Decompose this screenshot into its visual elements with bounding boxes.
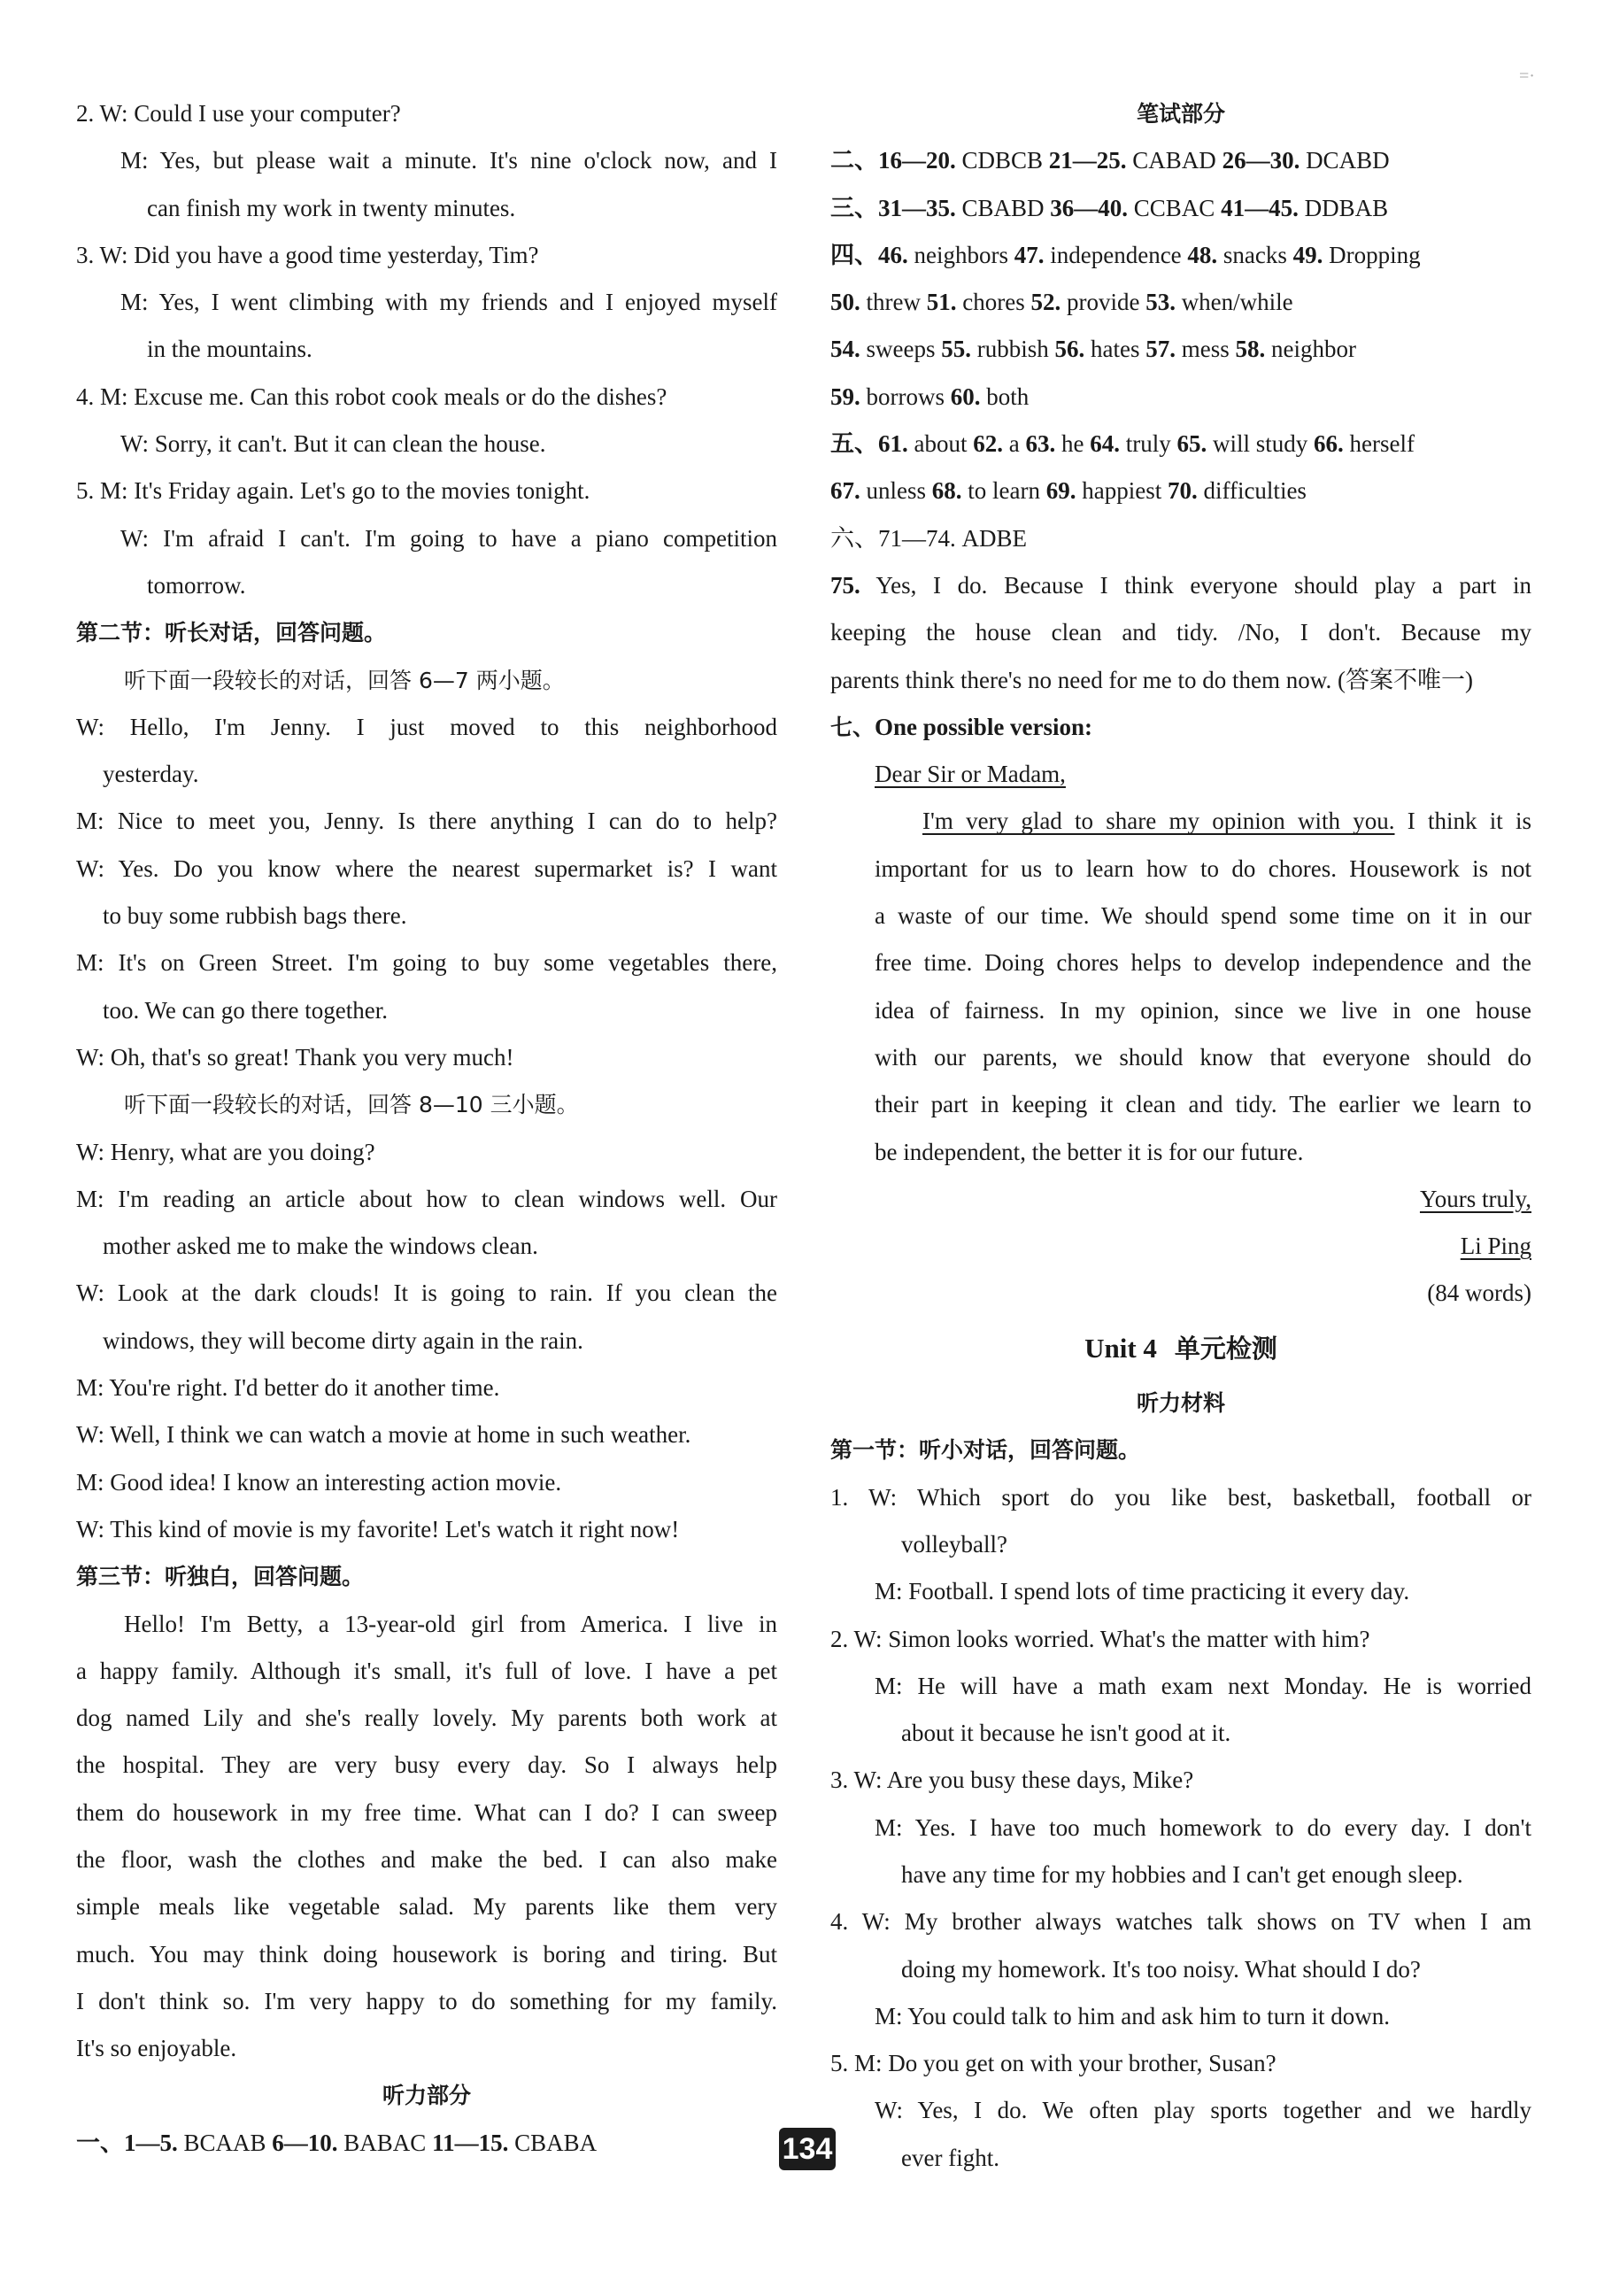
- answer-num: 58.: [1235, 336, 1266, 363]
- text-line: yesterday.: [103, 761, 199, 788]
- text-line: 2. W: Simon looks worried. What's the matter with him?: [830, 1625, 1370, 1652]
- text-line: W: Well, I think we can watch a movie at home in such weather.: [76, 1421, 691, 1449]
- text-line: keeping the house clean and tidy. /No, I don't. Because my: [830, 619, 1531, 646]
- text-line: tomorrow.: [147, 571, 246, 599]
- answer-num: 70.: [1167, 477, 1198, 505]
- answer-text: herself: [1343, 430, 1415, 458]
- answer-line: 六、71—74. ADBE: [830, 524, 1027, 552]
- answer-text: to learn: [961, 477, 1046, 505]
- letter-closing: [830, 1176, 1531, 1223]
- text-line: M: Football. I spend lots of time practicing it every day.: [875, 1578, 1410, 1605]
- text-line: parents think there's no need for me to do them now. (答案不唯一): [830, 666, 1473, 693]
- answer-text: when/while: [1175, 289, 1293, 316]
- text-line: M: Nice to meet you, Jenny. Is there anything I can do to help?: [76, 808, 777, 835]
- section-title: 听力材料: [1136, 1390, 1225, 1417]
- answer-num: 26—30.: [1222, 147, 1300, 174]
- answer-text: threw: [860, 289, 927, 316]
- section-heading: One possible version:: [875, 713, 1093, 740]
- text-line: in the mountains.: [147, 336, 312, 363]
- answer-text: CBABA: [508, 2129, 598, 2156]
- text-line: 5. M: It's Friday again. Let's go to the movies tonight.: [76, 477, 590, 505]
- page-number: 134: [779, 2128, 836, 2170]
- section-title: 听力部分: [382, 2083, 471, 2109]
- left-column: [76, 90, 777, 2167]
- answer-num: 6—10.: [272, 2129, 338, 2156]
- answer-text: truly: [1119, 430, 1177, 458]
- text-line: simple meals like vegetable salad. My parents like them very: [76, 1893, 777, 1921]
- answer-line: [830, 468, 1531, 514]
- instruction-line: 听下面一段较长的对话，回答 6—7 两小题。: [124, 667, 565, 693]
- text-line: W: Oh, that's so great! Thank you very much!: [76, 1043, 514, 1071]
- answer-line: [830, 326, 1531, 373]
- text-line: W: Hello, I'm Jenny. I just moved to this neighborhood: [76, 713, 777, 740]
- text-line: M: Yes. I have too much homework to do every day. I don't: [875, 1813, 1531, 1841]
- answer-text: Yes, I do. Because I think everyone should play a part in: [860, 571, 1531, 599]
- answer-text: unless: [860, 477, 932, 505]
- text-line: W: Yes. Do you know where the nearest supermarket is? I want: [76, 854, 777, 882]
- letter-line: important for us to learn how to do chores. Housework is not: [875, 854, 1531, 882]
- answer-num: 57.: [1145, 336, 1176, 363]
- text-line: 3. W: Did you have a good time yesterday, Tim?: [76, 241, 539, 268]
- text-line: 3. W: Are you busy these days, Mike?: [830, 1766, 1194, 1794]
- answer-text: CDBCB: [955, 147, 1049, 174]
- answer-text: CABAD: [1126, 147, 1222, 174]
- answer-num: 53.: [1145, 289, 1176, 316]
- section-heading: 第三节：听独白，回答问题。: [76, 1564, 365, 1590]
- text-line: windows, they will become dirty again in the rain.: [103, 1326, 583, 1354]
- letter-line: free time. Doing chores helps to develop independence and the: [875, 949, 1531, 977]
- text-line: too. We can go there together.: [103, 996, 388, 1024]
- answer-num: 60.: [950, 383, 981, 410]
- answer-num: 一、1—5.: [76, 2129, 178, 2156]
- unit-label: 单元检测: [1174, 1333, 1277, 1364]
- answer-text: both: [980, 383, 1030, 410]
- answer-num: 36—40.: [1050, 194, 1129, 221]
- answer-text: CCBAC: [1128, 194, 1222, 221]
- text-line: M: Yes, but please wait a minute. It's nine o'clock now, and I: [120, 147, 777, 174]
- answer-text: borrows: [860, 383, 951, 410]
- answer-line: [830, 279, 1531, 326]
- letter-line: idea of fairness. In my opinion, since we live in one house: [875, 996, 1531, 1024]
- text-line: dog named Lily and she's really lovely. My parents both work at: [76, 1705, 777, 1732]
- instruction-line: 听下面一段较长的对话，回答 8—10 三小题。: [124, 1092, 579, 1118]
- answer-text: will study: [1207, 430, 1314, 458]
- text-line: ever fight.: [901, 2144, 999, 2171]
- answer-num: 50.: [830, 289, 860, 316]
- answer-num: 62.: [973, 430, 1003, 458]
- text-line: mother asked me to make the windows clean.: [103, 1233, 538, 1260]
- underlined-text: Dear Sir or Madam,: [875, 761, 1066, 788]
- text-line: W: Look at the dark clouds! It is going to rain. If you clean the: [76, 1279, 777, 1307]
- text-line: M: It's on Green Street. I'm going to buy some vegetables there,: [76, 949, 777, 977]
- answer-num: 75.: [830, 571, 860, 599]
- text-line: 4. M: Excuse me. Can this robot cook meals or do the dishes?: [76, 383, 667, 410]
- answer-num: 64.: [1090, 430, 1120, 458]
- text-line: M: Good idea! I know an interesting action movie.: [76, 1468, 562, 1496]
- answer-num: 二、16—20.: [830, 147, 956, 174]
- answer-text: hates: [1084, 336, 1146, 363]
- answer-num: 55.: [941, 336, 971, 363]
- unit-number: Unit 4: [1084, 1332, 1157, 1364]
- text-line: It's so enjoyable.: [76, 2035, 237, 2062]
- text-line: M: I'm reading an article about how to clean windows well. Our: [76, 1185, 777, 1212]
- answer-text: DCABD: [1300, 147, 1390, 174]
- answer-text: neighbors: [907, 241, 1014, 268]
- answer-text: happiest: [1076, 477, 1168, 505]
- answer-text: snacks: [1217, 241, 1293, 268]
- answer-text: rubbish: [970, 336, 1055, 363]
- text-line: M: Yes, I went climbing with my friends and I enjoyed myself: [120, 289, 777, 316]
- section-title: 笔试部分: [1136, 101, 1225, 127]
- letter-signature: [830, 1223, 1531, 1270]
- answer-num: 41—45.: [1221, 194, 1299, 221]
- text-line: M: He will have a math exam next Monday. He is worried: [875, 1672, 1531, 1699]
- text-line: W: I'm afraid I can't. I'm going to have a piano competition: [120, 524, 777, 552]
- text-line: W: Sorry, it can't. But it can clean the house.: [120, 430, 546, 458]
- answer-num: 11—15.: [432, 2129, 509, 2156]
- answer-text: he: [1055, 430, 1091, 458]
- answer-num: 56.: [1054, 336, 1085, 363]
- underlined-text: Li Ping: [1460, 1233, 1531, 1260]
- text-line: to buy some rubbish bags there.: [103, 902, 407, 930]
- underlined-text: I'm very glad to share my opinion with you.: [922, 808, 1395, 835]
- answer-line: [830, 562, 1531, 609]
- text-line: Hello! I'm Betty, a 13-year-old girl from America. I live in: [124, 1610, 777, 1637]
- text-line: I don't think so. I'm very happy to do something for my family.: [76, 1987, 777, 2014]
- text-line: can finish my work in twenty minutes.: [147, 194, 516, 221]
- answer-num: 67.: [830, 477, 860, 505]
- text-line: much. You may think doing housework is boring and tiring. But: [76, 1940, 777, 1967]
- text-line: [830, 704, 1531, 751]
- answer-text: Dropping: [1323, 241, 1421, 268]
- right-column: [830, 90, 1531, 2182]
- text-line: W: Yes, I do. We often play sports together and we hardly: [875, 2097, 1531, 2124]
- letter-line: a waste of our time. We should spend some time on it in our: [875, 902, 1531, 930]
- text-line: a happy family. Although it's small, it's full of love. I have a pet: [76, 1657, 777, 1684]
- text-line: volleyball?: [901, 1530, 1007, 1558]
- word-count: (84 words): [1427, 1279, 1531, 1307]
- text-line: M: You're right. I'd better do it another time.: [76, 1374, 500, 1402]
- answer-num: 51.: [926, 289, 957, 316]
- answer-num: 四、46.: [830, 241, 908, 268]
- answer-num: 69.: [1045, 477, 1076, 505]
- letter-line: with our parents, we should know that everyone should do: [875, 1043, 1531, 1071]
- answer-text: DDBAB: [1298, 194, 1389, 221]
- text-line: the hospital. They are very busy every day. So I always help: [76, 1751, 777, 1779]
- answer-line: [830, 374, 1531, 421]
- answer-text: BABAC: [337, 2129, 433, 2156]
- answer-text: BCAAB: [177, 2129, 273, 2156]
- unit-title: [830, 1325, 1531, 1372]
- answer-num: 68.: [931, 477, 962, 505]
- answer-line: [830, 137, 1531, 184]
- text-line: W: This kind of movie is my favorite! Let's watch it right now!: [76, 1515, 680, 1542]
- text-line: about it because he isn't good at it.: [901, 1720, 1231, 1747]
- letter-line: be independent, the better it is for our future.: [875, 1138, 1304, 1165]
- answer-num: 21—25.: [1048, 147, 1127, 174]
- answer-text: a: [1003, 430, 1026, 458]
- answer-num: 66.: [1313, 430, 1344, 458]
- answer-text: sweeps: [860, 336, 942, 363]
- answer-num: 48.: [1187, 241, 1218, 268]
- answer-num: 49.: [1292, 241, 1323, 268]
- answer-num: 五、61.: [830, 430, 908, 458]
- answer-num: 52.: [1030, 289, 1061, 316]
- answer-num: 63.: [1025, 430, 1056, 458]
- answer-line: [830, 185, 1531, 232]
- answer-num: 47.: [1014, 241, 1045, 268]
- letter-salutation: [830, 751, 1531, 798]
- text-line: M: You could talk to him and ask him to turn it down.: [875, 2002, 1391, 2029]
- answer-text: mess: [1175, 336, 1236, 363]
- answer-line: [830, 232, 1531, 279]
- answer-text: neighbor: [1265, 336, 1356, 363]
- answer-text: independence: [1044, 241, 1188, 268]
- section-label: 七、: [830, 714, 875, 740]
- text-line: W: Henry, what are you doing?: [76, 1138, 375, 1165]
- answer-num: 59.: [830, 383, 860, 410]
- answer-num: 54.: [830, 336, 860, 363]
- answer-text: provide: [1061, 289, 1146, 316]
- answer-line: [830, 421, 1531, 468]
- corner-mark: =·: [1519, 66, 1535, 86]
- text-line: have any time for my hobbies and I can't get enough sleep.: [901, 1860, 1463, 1888]
- section-heading: 第一节：听小对话，回答问题。: [830, 1437, 1141, 1464]
- answer-text: difficulties: [1197, 477, 1307, 505]
- text-line: 5. M: Do you get on with your brother, Susan?: [830, 2050, 1276, 2077]
- letter-line: [830, 798, 1531, 845]
- underlined-text: Yours truly,: [1419, 1185, 1531, 1212]
- answer-text: chores: [956, 289, 1031, 316]
- answer-num: 65.: [1176, 430, 1207, 458]
- section-heading: 第二节：听长对话，回答问题。: [76, 620, 387, 646]
- answer-text: about: [907, 430, 974, 458]
- text-line: 1. W: Which sport do you like best, basketball, football or: [830, 1483, 1531, 1511]
- text-line: 2. W: Could I use your computer?: [76, 100, 401, 127]
- answer-text: CBABD: [955, 194, 1051, 221]
- letter-text: I think it is: [1394, 808, 1531, 835]
- text-line: them do housework in my free time. What can I do? I can sweep: [76, 1798, 777, 1826]
- text-line: 4. W: My brother always watches talk shows on TV when I am: [830, 1908, 1531, 1936]
- text-line: the floor, wash the clothes and make the bed. I can also make: [76, 1845, 777, 1873]
- answer-line: [76, 2120, 777, 2167]
- letter-line: their part in keeping it clean and tidy. The earlier we learn to: [875, 1091, 1531, 1118]
- text-line: doing my homework. It's too noisy. What should I do?: [901, 1955, 1421, 1983]
- answer-num: 三、31—35.: [830, 194, 956, 221]
